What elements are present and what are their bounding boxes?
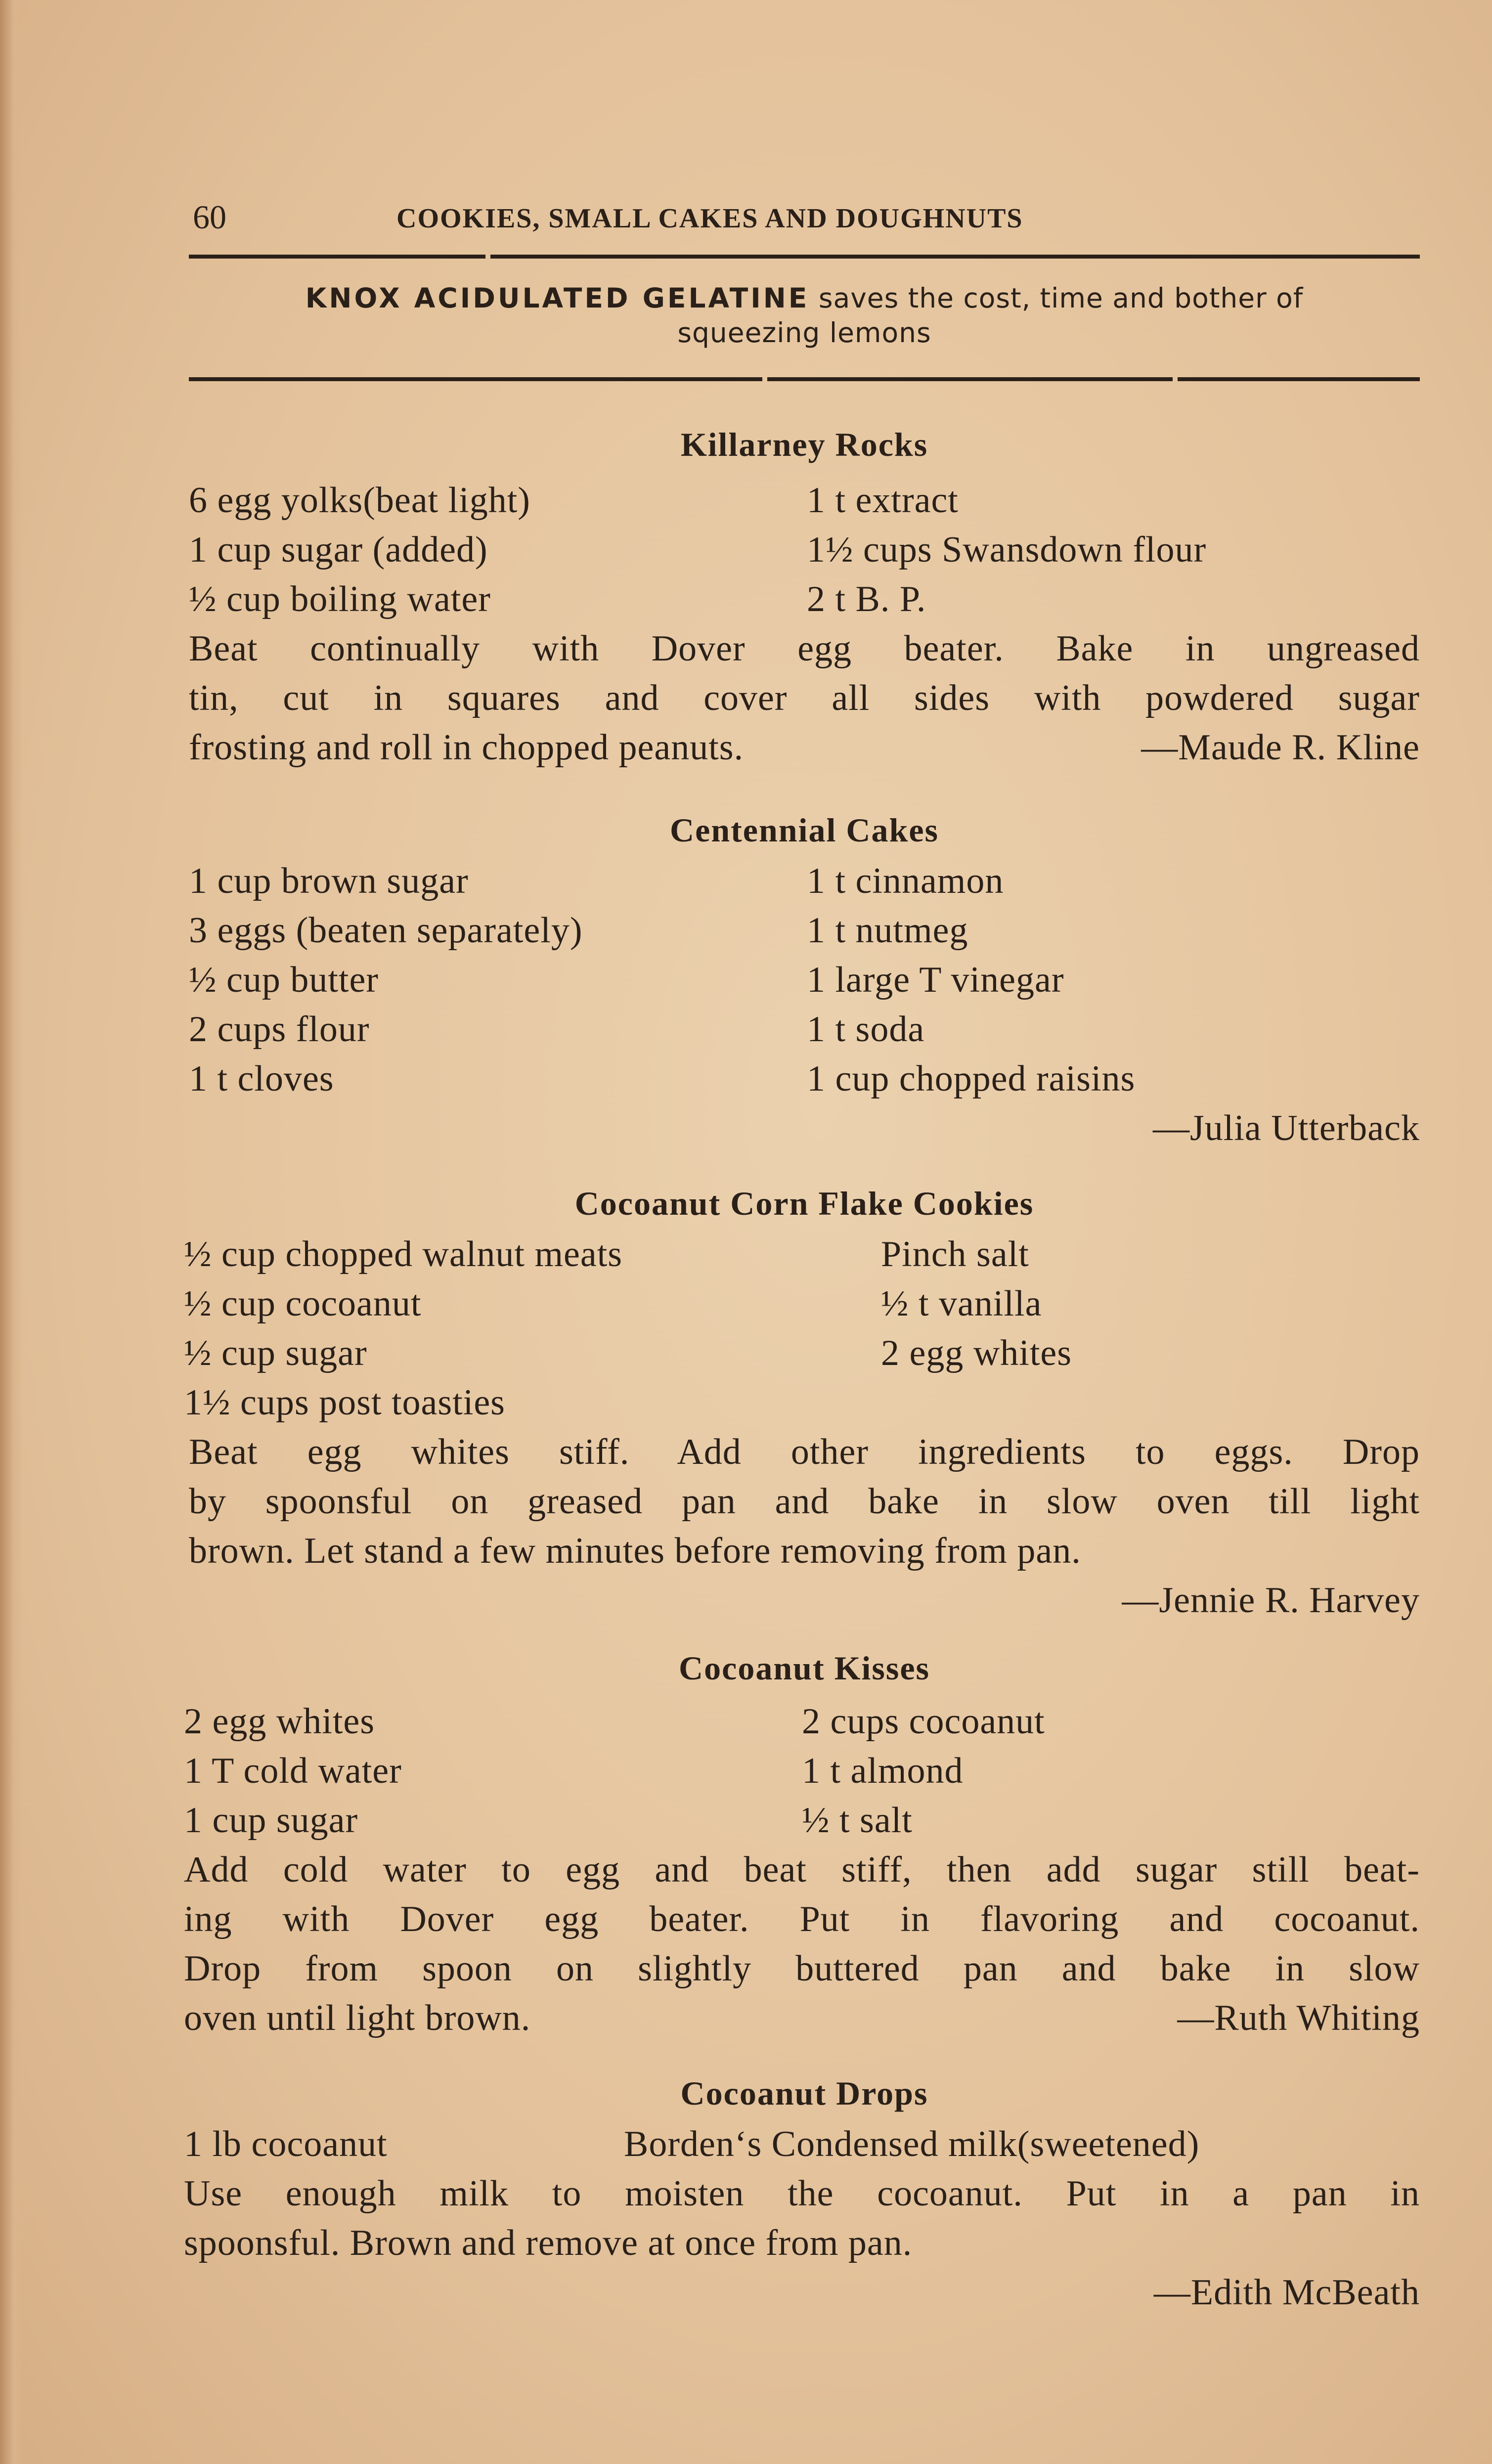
ingredient: 1 large T vinegar [807,960,1064,1000]
ingredient: 1½ cups post toasties [184,1382,505,1423]
recipe-author: —Ruth Whiting [1177,1998,1420,2038]
instruction-line: brown. Let stand a few minutes before removing from pan. [189,1531,1081,1571]
ingredient: 1 cup sugar (added) [189,529,488,570]
instruction-line: Drop from spoon on slightly buttered pan and bake in slow [184,1948,1420,1989]
ingredient: 1 t almond [802,1751,964,1791]
ingredient: 1 lb cocoanut [184,2124,388,2164]
instruction-line: tin, cut in squares and cover all sides with powdered sugar [189,678,1420,718]
instruction-line: by spoonsful on greased pan and bake in slow oven till light [189,1481,1420,1522]
ingredient: ½ t salt [802,1800,913,1841]
ingredient: 6 egg yolks(beat light) [189,480,530,521]
banner-line-1 [189,281,1420,315]
ingredient: ½ t vanilla [881,1283,1042,1324]
ingredient: 2 t B. P. [807,579,926,619]
ingredient: 1 t cloves [189,1058,334,1099]
running-head [189,198,1420,245]
ingredient: 1 cup chopped raisins [807,1058,1136,1099]
instruction-line: Use enough milk to moisten the cocoanut. Put in a pan in [184,2173,1420,2214]
instruction-line: ing with Dover egg beater. Put in flavoring and cocoanut. [184,1899,1420,1939]
ingredient: ½ cup chopped walnut meats [184,1234,623,1275]
ingredient: ½ cup butter [189,960,379,1000]
ingredient: 2 cups flour [189,1009,370,1050]
instruction-line: Beat egg whites stiff. Add other ingredients to eggs. Drop [189,1432,1420,1472]
ingredient: 1 cup sugar [184,1800,358,1841]
recipe-title: Killarney Rocks [680,426,928,463]
instruction-line: spoonsful. Brown and remove at once from pan. [184,2223,913,2263]
recipe-title: Cocoanut Drops [680,2074,928,2112]
ingredient: 1 T cold water [184,1751,402,1791]
recipe-author: —Maude R. Kline [1141,727,1420,768]
chapter-title: COOKIES, SMALL CAKES AND DOUGHNUTS [396,203,1023,234]
banner-text: saves the cost, time and bother of [809,282,1304,314]
ingredient: ½ cup boiling water [189,579,491,619]
ingredient: 1 t extract [807,480,959,521]
ingredient: ½ cup cocoanut [184,1283,422,1324]
ingredient: 3 eggs (beaten separately) [189,910,583,951]
banner-rule [1178,377,1420,381]
ingredient: 2 cups cocoanut [802,1701,1045,1742]
top-rule [490,255,1420,259]
ingredient: 1 t soda [807,1009,925,1050]
recipe-author: —Edith McBeath [1153,2272,1420,2313]
instruction-line: frosting and roll in chopped peanuts. [189,727,744,768]
ingredient: 1 t nutmeg [807,910,968,951]
recipe-author: —Julia Utterback [1153,1108,1420,1148]
banner-rule [767,377,1173,381]
recipe-author: —Jennie R. Harvey [1122,1580,1420,1621]
ingredient: 1½ cups Swansdown flour [807,529,1207,570]
page-number: 60 [193,198,226,236]
ingredient: 2 egg whites [184,1701,375,1742]
top-rule [189,255,485,259]
banner-line-2: squeezing lemons [677,317,931,349]
recipe-title: Cocoanut Corn Flake Cookies [574,1185,1034,1222]
advertisement-banner [189,281,1420,350]
instruction-line: Beat continually with Dover egg beater. Bake in ungreased [189,628,1420,669]
recipe-title: Cocoanut Kisses [679,1649,930,1687]
ingredient: ½ cup sugar [184,1333,367,1373]
banner-brand: KNOX ACIDULATED GELATINE [305,282,810,314]
banner-rule [189,377,762,381]
ingredient: Pinch salt [881,1234,1029,1275]
recipe-title: Centennial Cakes [670,811,939,849]
ingredient: 2 egg whites [881,1333,1072,1373]
instruction-line: Add cold water to egg and beat stiff, then add sugar still beat- [184,1849,1420,1890]
ingredient: 1 t cinnamon [807,861,1004,901]
ingredient: 1 cup brown sugar [189,861,469,901]
ingredient: Borden‘s Condensed milk(sweetened) [624,2124,1200,2164]
instruction-line: oven until light brown. [184,1998,531,2038]
